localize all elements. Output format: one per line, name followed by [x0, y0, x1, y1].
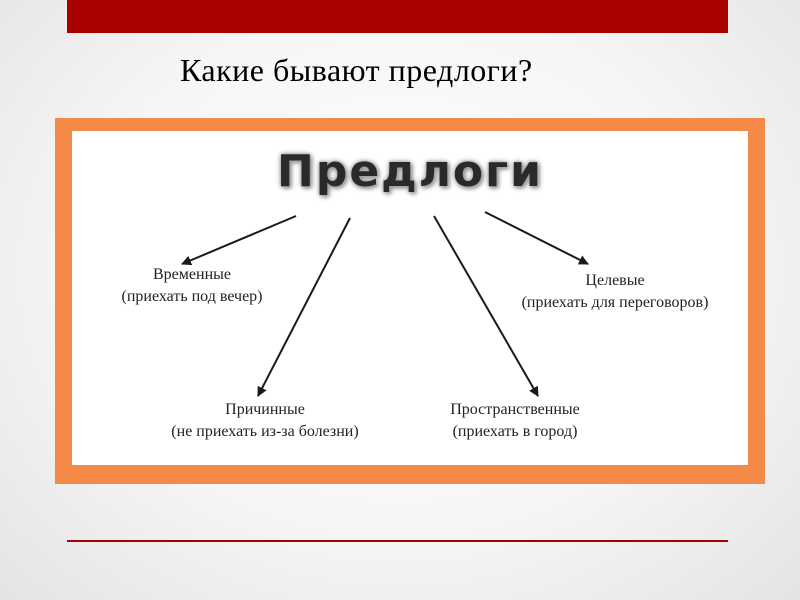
node-temporal-example: (приехать под вечер) — [121, 288, 263, 305]
node-causal-name: Причинные — [225, 401, 305, 418]
node-causal — [140, 399, 390, 443]
node-purpose — [495, 270, 735, 314]
node-spatial — [420, 399, 610, 443]
node-causal-example: (не приехать из-за болезни) — [171, 423, 359, 440]
bottom-divider-line — [67, 540, 728, 542]
node-spatial-name: Пространственные — [450, 401, 580, 418]
node-spatial-example: (приехать в город) — [452, 423, 578, 440]
node-temporal-name: Временные — [153, 266, 231, 283]
node-purpose-name: Целевые — [585, 272, 645, 289]
node-purpose-example: (приехать для переговоров) — [521, 294, 709, 311]
slide-title: Какие бывают предлоги? — [180, 52, 533, 88]
node-temporal — [72, 264, 312, 308]
arrow-to-purpose — [485, 212, 588, 264]
diagram-center-label: Предлоги — [277, 146, 543, 197]
arrow-to-temporal — [182, 216, 296, 264]
